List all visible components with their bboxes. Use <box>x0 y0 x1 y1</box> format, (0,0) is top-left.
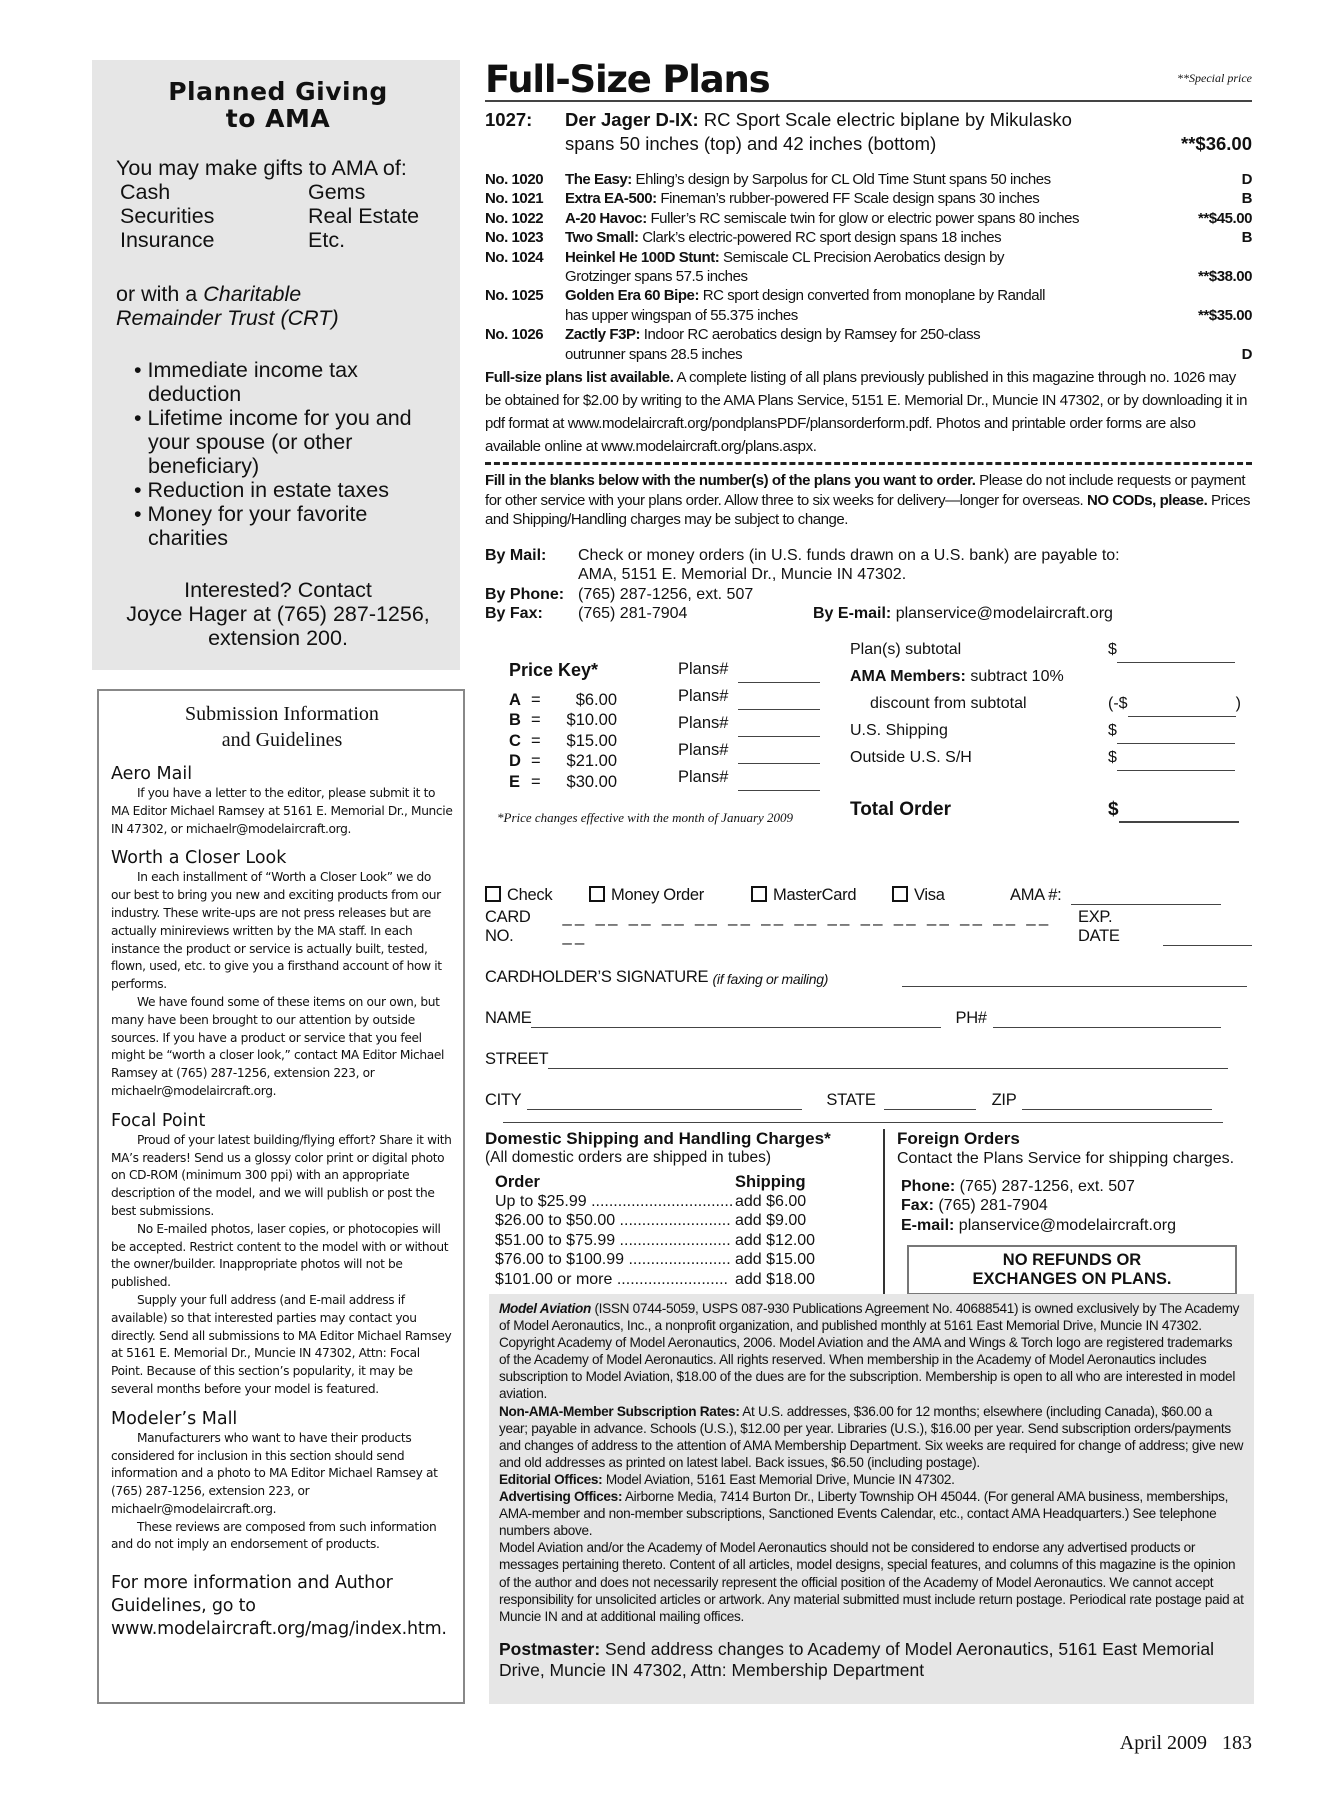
price-key-title: Price Key* <box>509 659 599 680</box>
zip-field[interactable] <box>1022 1109 1212 1110</box>
exp-date-field[interactable] <box>1163 945 1252 946</box>
gift-type: Real Estate <box>308 204 420 228</box>
price-key-value: $21.00 <box>566 752 617 771</box>
price-key-row <box>509 772 617 793</box>
notice-line-2: EXCHANGES ON PLANS. <box>972 1270 1172 1289</box>
foreign-text: Contact the Plans Service for shipping charges. <box>897 1149 1235 1167</box>
shipping-charge: add $12.00 <box>735 1231 816 1249</box>
advertising-text: Airborne Media, 7414 Burton Dr., Liberty Township OH 45044. (For general AMA business, memberships, AMA-member and non-member subscriptions, Sanctioned Events Calendar, etc., contact AMA Headquarters.) See telephone numbers above. <box>499 1489 1229 1539</box>
plan-name: Heinkel He 100D Stunt: <box>565 248 720 266</box>
plan-price: **$35.00 <box>1198 306 1252 324</box>
plan-price: B <box>1241 229 1252 247</box>
plan-number: No. 1024 <box>485 248 544 266</box>
section-paragraph: These reviews are composed from such information and do not imply an endorsement of products. <box>111 1519 437 1552</box>
crt-pre: or with a <box>116 282 204 306</box>
price-key-row <box>509 751 617 772</box>
payment-form <box>485 864 1252 1123</box>
contact-line: Joyce Hager at (765) 287-1256, <box>126 602 430 626</box>
plans-number-row <box>678 764 820 791</box>
cut-line <box>485 462 1252 465</box>
price-key-letter: C <box>509 731 521 750</box>
visa-option[interactable] <box>892 886 1010 905</box>
submission-title-2: and Guidelines <box>221 729 343 751</box>
plans-number-label: Plans# <box>678 740 729 759</box>
neg-dollar: (-$ <box>1108 694 1128 712</box>
benefit-item: • Reduction in estate taxes <box>134 478 440 502</box>
email-link[interactable]: planservice@modelaircraft.org <box>895 605 1113 623</box>
special-price-note: **Special price <box>1177 71 1252 85</box>
plan-desc-2: outrunner spans 28.5 inches <box>565 345 743 363</box>
mastercard-option[interactable] <box>751 886 892 905</box>
foreign-phone: (765) 287-1256, ext. 507 <box>955 1177 1135 1195</box>
section-heading: Aero Mail <box>111 764 193 784</box>
card-number-field[interactable]: __ __ __ __ __ __ __ __ __ __ __ __ __ __ __ __ <box>562 907 1052 945</box>
mastercard-label: MasterCard <box>773 885 857 904</box>
money-order-label: Money Order <box>611 885 704 904</box>
notice-line: NO REFUNDS OR <box>1002 1251 1142 1270</box>
plan-number: No. 1022 <box>485 209 544 227</box>
plan-number: No. 1026 <box>485 326 544 344</box>
plan-desc: Fineman’s rubber-powered FF Scale design spans 30 inches <box>656 190 1040 208</box>
planned-giving-box <box>92 60 460 670</box>
street-label: STREET <box>485 1049 549 1068</box>
benefit-item: • Money for your favorite charities <box>134 502 440 550</box>
price-key-value: $15.00 <box>566 731 617 750</box>
plans-number-label: Plans# <box>678 686 729 705</box>
mail-text: Check or money orders (in U.S. funds drawn on a U.S. bank) are payable to: <box>578 546 1120 564</box>
fax-value: (765) 281-7904 <box>578 605 688 623</box>
giving-contact <box>116 578 440 650</box>
giving-title: Planned Giving <box>168 77 388 106</box>
checkbox[interactable] <box>485 886 501 902</box>
total-label: Total Order <box>850 798 951 820</box>
price-key-row <box>509 710 617 731</box>
members-text: subtract 10% <box>965 667 1064 685</box>
foreign-email[interactable]: planservice@modelaircraft.org <box>954 1216 1177 1234</box>
plan-desc-2: Grotzinger spans 57.5 inches <box>565 268 748 286</box>
publication-info-box <box>489 1294 1254 1704</box>
price-key-value: $6.00 <box>575 690 617 709</box>
subtotal-field[interactable] <box>1117 662 1235 663</box>
price-key-note: *Price changes effective with the month of January 2009 <box>497 809 794 825</box>
rates-text: At U.S. addresses, $36.00 for 12 months; elsewhere (including Canada), $60.00 a year; payable in advance. Schools (U.S.), $12.00 per year. Libraries (U.S.), $16.00 per year. Send subscription orders/payments and changes of address to the attention of AMA Membership Department. Six weeks are required for change of address; give new and old addresses as printed on latest label. Back issues, $6.50 (including postage). <box>499 1403 1244 1470</box>
section-paragraph: In each installment of “Worth a Closer Look” we do our best to bring you new and exciting products from our industry. These write-ups are not press releases but are actually minireviews written by the MA staff. In each instance the product or service is actually built, tested, flown, used, etc. to give you a firsthand account of how it performs. <box>111 870 442 992</box>
state-label: STATE <box>826 1090 876 1109</box>
plan-price: D <box>1241 171 1252 188</box>
price-key-value: $10.00 <box>566 711 617 730</box>
plan-description <box>565 170 1172 189</box>
shipping-row <box>495 1270 883 1289</box>
plans-number-label: Plans# <box>678 713 729 732</box>
gift-type: Gems <box>308 180 366 204</box>
shipping-row <box>495 1211 883 1230</box>
phone-value: (765) 287-1256, ext. 507 <box>578 585 754 603</box>
editorial-text: Model Aviation, 5161 East Memorial Drive, Muncie IN 47302. <box>602 1471 955 1487</box>
plan-row <box>485 189 1252 208</box>
section-paragraph: Supply your full address (and E-mail address if available) so that interested parties may contact you directly. Send all submissions to MA Editor Michael Ramsey at 5161 E. Memorial Dr., Muncie IN 47302, Attn: Focal Point. Because of this section’s popularity, it may be several months before your model is featured. <box>111 1292 452 1396</box>
street-field[interactable] <box>548 1068 1228 1069</box>
postmaster-text: Send address changes to Academy of Model Aeronautics, 5161 East Memorial Drive, Muncie IN 47302, Attn: Membership Department <box>499 1638 1214 1680</box>
dollar: $ <box>1108 748 1117 766</box>
plan-name: Extra EA-500: <box>565 190 657 208</box>
fax-label: By Fax: <box>485 605 543 623</box>
fill-lead: Fill in the blanks below with the number(s) of the plans you want to order. <box>485 472 976 490</box>
postmaster-label: Postmaster: <box>499 1638 601 1659</box>
price-key-letter: A <box>509 690 521 709</box>
plan-row <box>485 209 1252 228</box>
equals: = <box>531 752 541 771</box>
plans-column <box>485 58 1252 1299</box>
benefits-list <box>134 358 440 550</box>
plan-desc: Ehling’s design by Sarpolus for CL Old Time Stunt spans 50 inches <box>631 171 1051 188</box>
signature-label: CARDHOLDER’S SIGNATURE <box>485 967 709 986</box>
plan-row <box>485 325 1252 364</box>
checkbox[interactable] <box>751 886 767 902</box>
section-heading: Modeler’s Mall <box>111 1408 238 1429</box>
totals <box>850 636 1250 823</box>
plan-desc-2: spans 50 inches (top) and 42 inches (bottom) <box>565 133 937 154</box>
name-field[interactable] <box>531 1027 941 1028</box>
gift-type: Cash <box>120 180 171 204</box>
foreign-phone-label: Phone: <box>901 1177 956 1195</box>
order-instructions <box>485 471 1252 530</box>
plan-desc: RC sport design converted from monoplane by Randall <box>699 287 1045 305</box>
plan-name: Der Jager D-IX: <box>565 109 699 130</box>
plan-desc: Semiscale CL Precision Aerobatics design by <box>719 248 1005 266</box>
plans-number-label: Plans# <box>678 767 729 786</box>
plans-number-row <box>678 656 820 683</box>
list-lead: Full-size plans list available. <box>485 369 674 387</box>
plans-title: Full-Size Plans <box>485 58 770 101</box>
submission-guidelines-box <box>97 689 465 1704</box>
fill-text: Please do not include requests or payment for other service with your plans order. Allow three to six weeks for delivery—longer for overseas. <box>485 472 1246 509</box>
gift-types <box>120 180 440 252</box>
signature-field[interactable] <box>902 986 1247 987</box>
equals: = <box>531 690 541 709</box>
issue-date: April 2009 <box>1119 1732 1207 1754</box>
state-field[interactable] <box>884 1109 976 1110</box>
plan-desc-2: has upper wingspan of 55.375 inches <box>565 306 798 324</box>
plan-name: A-20 Havoc: <box>565 209 647 227</box>
domestic-title: Domestic Shipping and Handling Charges* <box>485 1128 831 1148</box>
plans-number-label: Plans# <box>678 659 729 678</box>
mail-label: By Mail: <box>485 546 547 564</box>
price-key-and-totals <box>485 634 1252 864</box>
plan-name: Golden Era 60 Bipe: <box>565 287 699 305</box>
price-key-letter: D <box>509 752 521 771</box>
plan-price: **$38.00 <box>1198 268 1252 286</box>
plan-description <box>565 286 1172 325</box>
dollar: $ <box>1108 798 1119 820</box>
foreign-orders <box>885 1129 1252 1299</box>
contact-line: extension 200. <box>208 626 348 650</box>
price-key-row <box>509 731 617 752</box>
order-range: $51.00 to $75.99 ......................... <box>495 1231 731 1249</box>
domestic-sub: (All domestic orders are shipped in tubes) <box>485 1148 772 1166</box>
no-refunds-notice <box>907 1245 1237 1295</box>
subtotal-label: Plan(s) subtotal <box>850 640 962 658</box>
plan-desc: Clark’s electric-powered RC sport design spans 18 inches <box>638 229 1002 247</box>
shipping-charge: add $15.00 <box>735 1251 816 1269</box>
plan-row <box>485 248 1252 287</box>
city-field[interactable] <box>527 1109 802 1110</box>
shipping-charge: add $18.00 <box>735 1270 816 1288</box>
plan-description <box>565 209 1172 228</box>
shipping-row <box>495 1192 883 1211</box>
price-key-letter: E <box>509 772 521 791</box>
city-label: CITY <box>485 1090 522 1109</box>
foreign-title: Foreign Orders <box>897 1128 1020 1148</box>
crt-text <box>116 282 440 330</box>
fill-text-2: Prices and Shipping/Handling charges may be subject to change. <box>485 491 1251 529</box>
price-key-row <box>509 690 617 711</box>
section-heading: Worth a Closer Look <box>111 848 287 869</box>
advertising-label: Advertising Offices: <box>499 1489 623 1505</box>
foreign-email-label: E-mail: <box>901 1216 955 1234</box>
gift-type: Insurance <box>120 228 215 252</box>
checkbox[interactable] <box>589 886 605 902</box>
order-range: $101.00 or more ......................... <box>495 1270 728 1288</box>
plan-number: No. 1020 <box>485 171 544 188</box>
price-key-letter: B <box>509 711 521 730</box>
shipping-section <box>485 1129 1252 1299</box>
benefit-item: • Immediate income tax deduction <box>134 358 440 406</box>
outside-shipping-field[interactable] <box>1117 770 1235 771</box>
contact-line: Interested? Contact <box>184 578 372 602</box>
section-paragraph: We have found some of these items on our own, but many have been brought to our attention by outside sources. If you have a product or service that you feel might be “worth a closer look,” contact MA Editor Michael Ramsey at (765) 287-1256, extension 223, or michaelr@modelaircraft.org. <box>111 994 445 1098</box>
plan-price: **$45.00 <box>1198 209 1252 227</box>
equals: = <box>531 731 541 750</box>
mail-address: AMA, 5151 E. Memorial Dr., Muncie IN 47302. <box>578 566 907 584</box>
ama-number-label: AMA #: <box>1010 885 1062 904</box>
order-range: Up to $25.99 ................................ <box>495 1192 734 1210</box>
signature-note: (if faxing or mailing) <box>712 970 829 987</box>
editorial-label: Editorial Offices: <box>499 1471 603 1487</box>
featured-plan <box>485 108 1252 156</box>
ama-number-field[interactable] <box>1071 904 1221 905</box>
section-paragraph: No E-mailed photos, laser copies, or photocopies will be accepted. Restrict content to the model with or without the owner/builder. Inappropriate photos will not be published. <box>111 1221 449 1290</box>
dollar: $ <box>1108 640 1117 658</box>
section-paragraph: Proud of your latest building/flying effort? Share it with MA’s readers! Send us a glossy color print or digital photo on CD-ROM (minimum 300 ppi) with an appropriate description of the model, and we will publish or post the best submissions. <box>111 1132 452 1218</box>
plan-number: 1027: <box>485 109 533 130</box>
col-shipping: Shipping <box>735 1172 806 1191</box>
phone-label: PH# <box>955 1008 987 1027</box>
plan-price: B <box>1241 190 1252 208</box>
card-number-label: CARD NO. <box>485 907 531 945</box>
email-label: By E-mail: <box>813 605 892 623</box>
order-range: $26.00 to $50.00 ......................... <box>495 1212 731 1230</box>
submission-title: Submission Information <box>185 703 379 725</box>
page-footer <box>1120 1732 1252 1755</box>
close-paren: ) <box>1235 694 1241 712</box>
plan-number: No. 1025 <box>485 287 544 305</box>
foreign-fax: (765) 281-7904 <box>933 1197 1048 1215</box>
order-contact <box>485 546 1252 624</box>
visa-label: Visa <box>914 885 945 904</box>
domestic-shipping <box>485 1129 885 1299</box>
gift-type: Securities <box>120 204 215 228</box>
plans-list <box>485 170 1252 364</box>
plan-price: **$36.00 <box>1181 133 1252 154</box>
plans-list-info <box>485 366 1252 458</box>
rates-label: Non-AMA-Member Subscription Rates: <box>499 1403 740 1419</box>
crt-italic: Charitable <box>203 282 302 306</box>
equals: = <box>531 772 541 791</box>
plan-number: No. 1023 <box>485 229 544 247</box>
gift-type: Etc. <box>308 228 346 252</box>
disclaimer-text: Model Aviation and/or the Academy of Model Aeronautics should not be considered to endorse any advertised products or messages pertaining thereto. Content of all articles, model designs, special features, and columns of this magazine is the opinion of the author and does not necessarily represent the official position of the Academy of Model Aeronautics. We cannot accept responsibility for unsolicited articles or artwork. Any material submitted must include return postage. Periodical rate postage paid at Muncie IN and at additional mailing offices. <box>499 1540 1244 1624</box>
section-heading: Focal Point <box>111 1110 206 1131</box>
shipping-charge: add $9.00 <box>735 1212 807 1230</box>
plan-description <box>565 228 1172 247</box>
shipping-row <box>495 1250 883 1269</box>
divider <box>503 1122 1223 1123</box>
us-shipping-label: U.S. Shipping <box>850 721 948 739</box>
plan-name: Zactly F3P: <box>565 326 641 344</box>
name-label: NAME <box>485 1008 532 1027</box>
checkbox[interactable] <box>892 886 908 902</box>
plans-number-row <box>678 683 820 710</box>
plans-number-field[interactable] <box>738 790 820 791</box>
check-label: Check <box>507 885 553 904</box>
plan-row <box>485 286 1252 325</box>
plan-description <box>565 325 1172 364</box>
phone-label: By Phone: <box>485 585 565 603</box>
plan-price: D <box>1241 345 1252 363</box>
plan-number: No. 1021 <box>485 190 544 208</box>
plan-description <box>565 248 1172 287</box>
plan-name: Two Small: <box>565 229 639 247</box>
shipping-charge: add $6.00 <box>735 1192 807 1210</box>
check-option[interactable] <box>485 886 589 905</box>
plans-number-row <box>678 737 820 764</box>
col-order: Order <box>495 1172 540 1191</box>
plan-description <box>565 189 1172 208</box>
plan-row <box>485 228 1252 247</box>
plan-desc: Indoor RC aerobatics design by Ramsey for 250-class <box>640 326 981 344</box>
plan-name: The Easy: <box>565 171 632 188</box>
more-info: For more information and Author Guidelines, go to www.modelaircraft.org/mag/index.htm. <box>111 1573 447 1640</box>
legal-text: (ISSN 0744-5059, USPS 087-930 Publications Agreement No. 40688541) is owned exclusively by The Academy of Model Aeronautics, Inc., a nonprofit organization, and published monthly at 5161 East Memorial Drive, Muncie IN 47302. Copyright Academy of Model Aeronautics, 2006. Model Aviation and the AMA and Wings & Torch logo are registered trademarks of the Academy of Model Aeronautics. All rights reserved. When membership in the Academy of Model Aeronautics includes subscription to Model Aviation, $18.00 of the dues are for the subscription. Membership is open to all who are interested in model aviation. <box>499 1301 1240 1402</box>
order-range: $76.00 to $100.99 ....................... <box>495 1251 731 1269</box>
giving-title-2: to AMA <box>225 104 331 133</box>
outside-shipping-label: Outside U.S. S/H <box>850 748 972 766</box>
members-label: AMA Members: <box>850 667 966 685</box>
phone-field[interactable] <box>993 1027 1221 1028</box>
benefit-item: • Lifetime income for you and your spouse (or other beneficiary) <box>134 406 440 478</box>
exp-date-label: EXP. DATE <box>1078 907 1120 945</box>
equals: = <box>531 711 541 730</box>
plan-row <box>485 170 1252 189</box>
plan-desc: Fuller’s RC semiscale twin for glow or electric power spans 80 inches <box>646 209 1080 227</box>
giving-intro: You may make gifts to AMA of: <box>116 156 407 180</box>
discount-label: discount from subtotal <box>870 694 1027 712</box>
page-title <box>485 58 1252 102</box>
list-text: A complete listing of all plans previously published in this magazine through no. 1026 may be obtained for $2.00 by writing to the AMA Plans Service, 5151 E. Memorial Dr., Muncie IN 47302, or by downloading it in pdf format at www.modelaircraft.org/pondplansPDF/plansorderform.pdf. Photos and printable order forms are also available online at www.modelaircraft.org/plans.aspx. <box>485 369 1248 456</box>
magazine-name: Model Aviation <box>499 1301 591 1316</box>
plan-desc: RC Sport Scale electric biplane by Mikulasko <box>698 109 1072 130</box>
crt-italic-2: Remainder Trust (CRT) <box>116 306 339 330</box>
shipping-row <box>495 1231 883 1250</box>
foreign-fax-label: Fax: <box>901 1197 934 1215</box>
section-paragraph: Manufacturers who want to have their products considered for inclusion in this section should send information and a photo to MA Editor Michael Ramsey at (765) 287-1256, extension 223, or michaelr@modelaircraft.org. <box>111 1430 438 1516</box>
no-cod: NO CODs, please. <box>1086 491 1208 509</box>
price-key-value: $30.00 <box>566 772 617 791</box>
dollar: $ <box>1108 721 1117 739</box>
money-order-option[interactable] <box>589 886 751 905</box>
zip-label: ZIP <box>991 1090 1017 1109</box>
total-field[interactable] <box>1119 821 1239 823</box>
section-paragraph: If you have a letter to the editor, please submit it to MA Editor Michael Ramsey at 5161 E. Memorial Dr., Muncie IN 47302, or michaelr@modelaircraft.org. <box>111 786 453 836</box>
plans-number-row <box>678 710 820 737</box>
page-number: 183 <box>1222 1732 1252 1754</box>
